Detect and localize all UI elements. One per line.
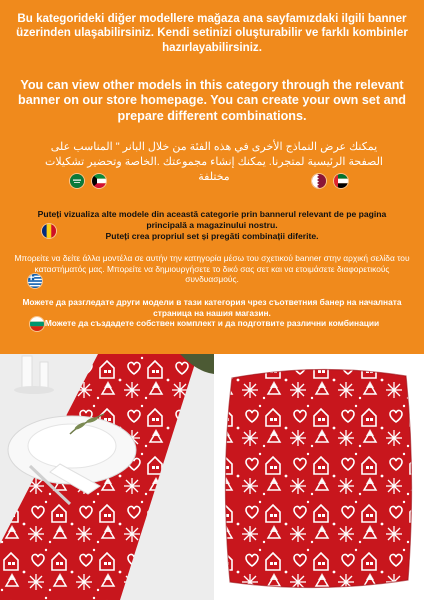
romanian-notice-line-1: Puteți vizualiza alte modele din această categorie prin bannerul relevant de pe pagina principală a magazinului nostru. [37,209,387,230]
romanian-notice [22,209,402,241]
greek-notice: Μπορείτε να δείτε άλλα μοντέλα σε αυτήν την κατηγορία μέσω του σχετικού banner στην αρχική σελίδα του καταστήματός μας. Μπορείτε να δημιουργήσετε το δικό σας σετ και να ετοιμάσετε διαφορετικούς συνδυασμούς. [14,253,410,285]
romania-flag-icon [42,224,56,238]
romanian-notice-line-2: Puteți crea propriul set și pregăti combinații diferite. [105,230,319,241]
greece-flag-icon [28,274,42,288]
english-notice: You can view other models in this category through the relevant banner on our store homepage. You can create your own set and prepare different combinations. [18,78,406,123]
bulgarian-notice-line-1: Можете да разгледате други модели в тази категория чрез съответния банер на началната страница на нашия магазин. [22,297,402,318]
bulgarian-notice-line-2: Можете да създадете собствен комплект и да подготвите различни комбинации [44,318,380,329]
qatar-flag-icon [312,174,326,188]
arabic-notice: يمكنك عرض النماذج الأخرى في هذه الفئة من خلال البانر " المناسب على الصفحة الرئيسية لمتجرنا. يمكنك إنشاء مجموعتك .الخاصة وتحضير تشكيلات مختلفة [45,141,383,183]
uae-flag-icon [334,174,348,188]
saudi-arabia-flag-icon [70,174,84,188]
bulgaria-flag-icon [30,317,44,331]
kuwait-flag-icon [92,174,106,188]
bulgarian-notice [22,297,402,329]
cushion-photo [214,354,424,600]
turkish-notice: Bu kategorideki diğer modellere mağaza ana sayfamızdaki ilgili banner üzerinden ulaşabilirsiniz. Kendi setinizi oluşturabilir ve farklı kombinler hazırlayabilirsiniz. [16,12,408,54]
table-runner-photo [0,354,214,600]
